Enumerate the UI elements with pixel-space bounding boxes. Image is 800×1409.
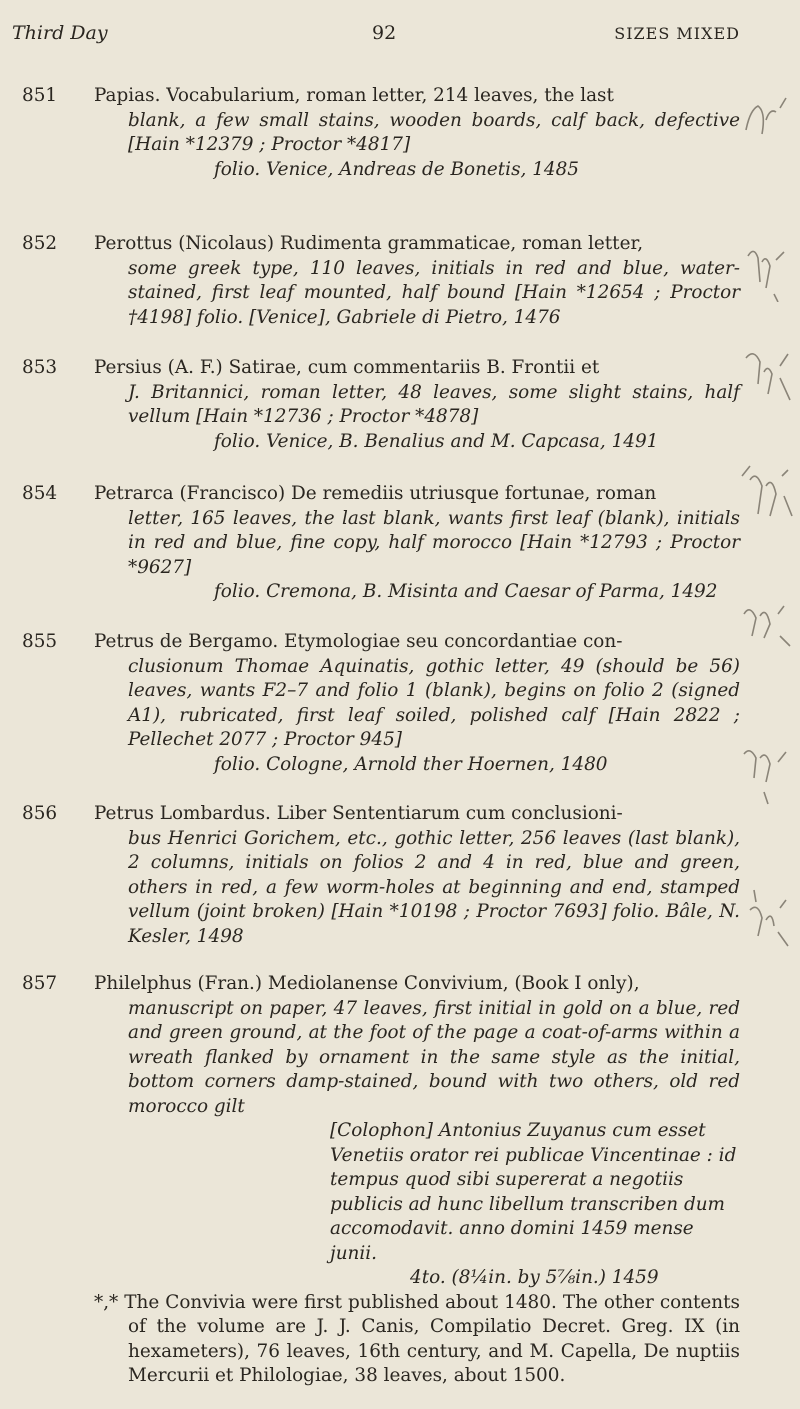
lot-number: 851 xyxy=(22,85,58,106)
lot-number: 852 xyxy=(22,233,58,254)
lot-title-line: Petrus Lombardus. Liber Sententiarum cum conclusioni- xyxy=(94,803,623,824)
lot-entry xyxy=(22,482,740,610)
lot-number: 856 xyxy=(22,803,58,824)
pencil-tick-icon xyxy=(736,738,796,808)
lot-size-date: 4to. (8¼in. by 5⅞in.) 1459 xyxy=(410,1267,659,1288)
pencil-margin-marks xyxy=(730,0,800,1368)
lot-note xyxy=(94,1291,740,1389)
lot-title-line: Petrus de Bergamo. Etymologiae seu concordantiae con- xyxy=(94,631,623,652)
lot-title-line: Persius (A. F.) Satirae, cum commentariis B. Frontii et xyxy=(94,357,600,378)
lot-description: some greek type, 110 leaves, initials in red and blue, water-stained, first leaf mounted, half bound [Hain *12654 ; Proctor †4198] folio. [Venice], Gabriele di Pietro, 1476 xyxy=(128,257,740,328)
pencil-tick-icon xyxy=(736,90,796,160)
page-number: 92 xyxy=(372,22,397,44)
lot-entry xyxy=(22,232,740,336)
note-text: The Convivia were first published about 1480. The other contents of the volume are J. J. Canis, Compilatio Decret. Greg. IX (in hexameters), 76 leaves, 16th century, and M. Capella, De nuptiis Mercurii et Philologiae, 38 leaves, about 1500. xyxy=(124,1291,740,1386)
lot-description: blank, a few small stains, wooden boards, calf back, defective [Hain *12379 ; Proctor *4817] xyxy=(128,109,740,155)
lot-number: 854 xyxy=(22,483,58,504)
lot-entry xyxy=(22,630,740,782)
lot-entry xyxy=(22,972,740,1389)
lot-entry xyxy=(22,802,740,952)
lot-number: 855 xyxy=(22,631,58,652)
lot-imprint: folio. Cremona, B. Misinta and Caesar of Parma, 1492 xyxy=(214,581,718,602)
pencil-tick-icon xyxy=(736,456,796,526)
lot-number: 853 xyxy=(22,357,58,378)
lot-title-line: Papias. Vocabularium, roman letter, 214 leaves, the last xyxy=(94,85,614,106)
lot-entries xyxy=(22,84,740,1409)
header-section: SIZES MIXED xyxy=(614,24,740,43)
lot-description: J. Britannici, roman letter, 48 leaves, some slight stains, half vellum [Hain *12736 ; Proctor *4878] xyxy=(128,381,740,427)
lot-description: clusionum Thomae Aquinatis, gothic letter, 49 (should be 56) leaves, wants F2–7 and folio 1 (blank), begins on folio 2 (signed A1), rubricated, first leaf soiled, polished calf [Hain 2822 ; Pellechet 2077 ; Proctor 945] xyxy=(128,655,740,750)
pencil-tick-icon xyxy=(736,232,796,302)
lot-entry xyxy=(22,356,740,462)
lot-description: bus Henrici Gorichem, etc., gothic letter, 256 leaves (last blank), 2 columns, initials on folios 2 and 4 in red, blue and green, others in red, a few worm-holes at beginning and end, stamped vellum (joint broken) [Hain *10198 ; Proctor 7693] folio. Bâle, N. Kesler, 1498 xyxy=(128,827,740,947)
lot-imprint: folio. Venice, Andreas de Bonetis, 1485 xyxy=(214,158,580,180)
lot-title-line: Petrarca (Francisco) De remediis utriusque fortunae, roman xyxy=(94,483,657,504)
note-marker: *,* xyxy=(94,1291,119,1313)
pencil-tick-icon xyxy=(736,338,796,408)
lot-number: 857 xyxy=(22,973,58,994)
lot-imprint: folio. Venice, B. Benalius and M. Capcasa, 1491 xyxy=(214,430,659,452)
header-day: Third Day xyxy=(12,22,108,44)
lot-title-line: Perottus (Nicolaus) Rudimenta grammaticae, roman letter, xyxy=(94,233,644,254)
lot-description: manuscript on paper, 47 leaves, first initial in gold on a blue, red and green ground, at the foot of the page a coat-of-arms within a wreath flanked by ornament in the same style as the initial, bottom corners damp-stained, bound with two others, old red morocco gilt xyxy=(128,997,740,1117)
lot-title-line: Philelphus (Fran.) Mediolanense Convivium, (Book I only), xyxy=(94,973,640,994)
lot-description: letter, 165 leaves, the last blank, wants first leaf (blank), initials in red and blue, fine copy, half morocco [Hain *12793 ; Proctor *9627] xyxy=(128,507,740,578)
lot-entry xyxy=(22,84,740,212)
pencil-tick-icon xyxy=(736,580,796,650)
running-header xyxy=(0,22,740,52)
lot-colophon: [Colophon] Antonius Zuyanus cum esset Venetiis orator rei publicae Vincentinae : id tempus quod sibi supererat a negotiis publicis ad hunc libellum transcriben dum accomodavit. anno domini 1459 mense junii. xyxy=(330,1120,737,1264)
pencil-tick-icon xyxy=(736,880,796,950)
lot-imprint: folio. Cologne, Arnold ther Hoernen, 1480 xyxy=(214,753,608,775)
